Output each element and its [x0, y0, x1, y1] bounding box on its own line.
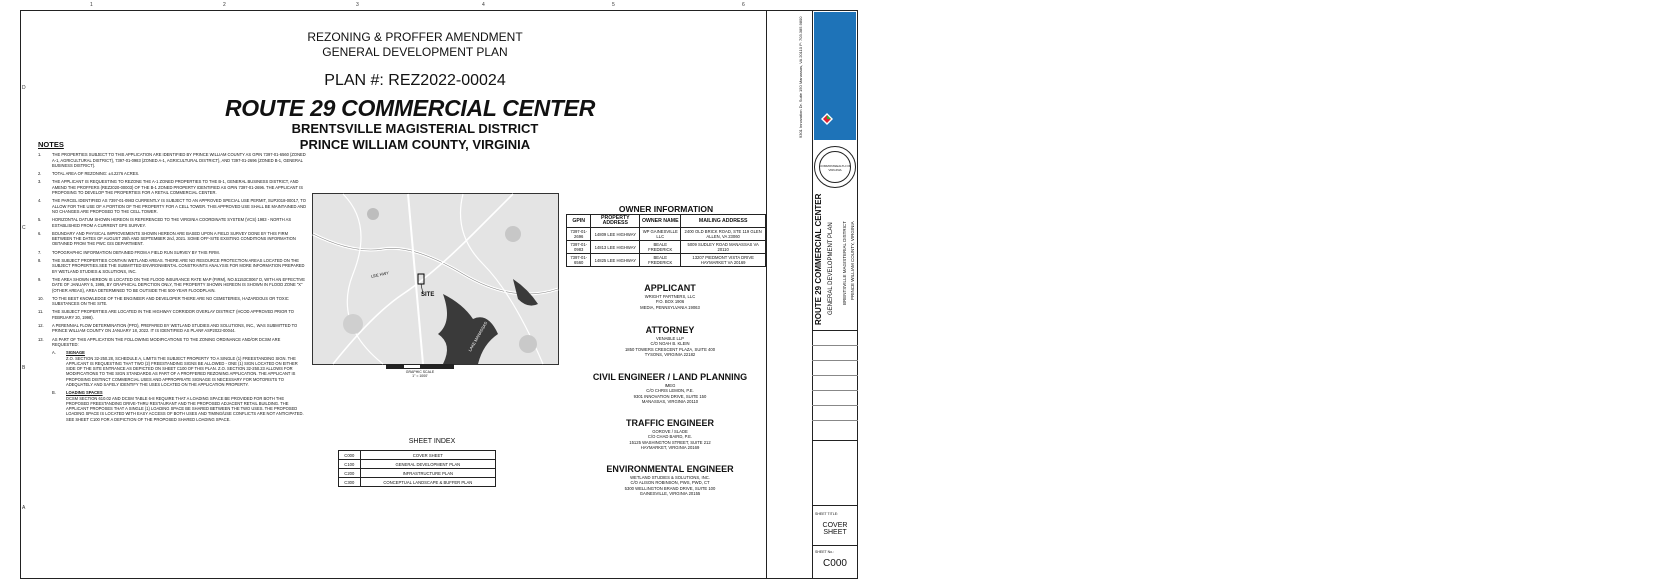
- grid-row-d: D: [22, 85, 26, 91]
- grid-col-5: 5: [612, 2, 615, 8]
- owner-cell: BEALE FREDERICK: [640, 254, 681, 267]
- note-number: 4.: [38, 198, 42, 204]
- note-item: [38, 323, 308, 334]
- title-rezoning: REZONING & PROFFER AMENDMENT: [307, 30, 523, 44]
- owner-row: [567, 241, 766, 254]
- road-label: LEE HWY: [370, 270, 390, 279]
- note-number: 2.: [38, 171, 42, 177]
- contact-line: TYSONS, VIRGINIA 22182: [644, 352, 696, 358]
- contact-line: C/O CHRIS LEMON, P.E.: [646, 388, 694, 394]
- subnote-letter: B.: [52, 390, 56, 396]
- owner-row: [567, 228, 766, 241]
- contact-heading: APPLICANT: [644, 283, 696, 293]
- owner-info-title: OWNER INFORMATION: [618, 204, 714, 214]
- contact-line: WETLAND STUDIES & SOLUTIONS, INC.: [630, 475, 710, 480]
- sheet-index-number: C100: [339, 460, 361, 469]
- owner-cell: BEALE FREDERICK: [640, 241, 681, 254]
- contact-line: 15125 WASHINGTON STREET, SUITE 212: [629, 439, 711, 445]
- note-item: [38, 198, 308, 214]
- notes-heading: NOTES: [38, 140, 64, 149]
- note-text: TOTAL AREA OF REZONING: ±4.2276 ACRES.: [52, 171, 140, 177]
- note-item: [38, 179, 308, 195]
- contact-line: WRIGHT PARTNERS, LLC: [644, 294, 696, 299]
- subnote-heading: SIGNAGE: [66, 350, 85, 356]
- contact-line: 5300 WELLINGTON BRAND DRIVE, SUITE 100: [624, 485, 716, 491]
- note-text: THE SUBJECT PROPERTIES ARE LOCATED IN THE HIGHWAY CORRIDOR OVERLAY DISTRICT (HCOD APPROVED PRIOR TO FEBRUARY 20, 1998).: [52, 309, 294, 320]
- grid-col-2: 2: [223, 2, 226, 8]
- tb-project-title: ROUTE 29 COMMERCIAL CENTER: [814, 193, 823, 325]
- note-text: THE SUBJECT PROPERTIES CONTAIN WETLAND AREAS. THERE ARE NO RESOURCE PROTECTION AREAS LOCATED ON THE SUBJECT PROPERTIES.SEE THE SUBMITTED ENVIRONMENTAL CONSTRAINTS ANALYSIS FOR MORE INFORMATION PREPARED BY WETLAND STUDIES & SOLUTIONS, INC.: [52, 258, 305, 274]
- owner-col-header: MAILING ADDRESS: [681, 215, 766, 228]
- sheet-title: COVER SHEET: [822, 522, 848, 536]
- tb-plan-type: GENERAL DEVELOPMENT PLAN: [828, 222, 834, 315]
- scale-text: 1" = 1000': [412, 374, 428, 378]
- grid-col-3: 3: [356, 2, 359, 8]
- grid-col-1: 1: [90, 2, 93, 8]
- subnote-item: [38, 390, 308, 422]
- note-item: [38, 152, 308, 168]
- contact-line: HAYMARKET, VIRGINIA 20169: [640, 445, 700, 451]
- owner-cell: 13207 PIEDMONT VISTA DRIVE HAYMARKET VA 20169: [681, 254, 766, 267]
- contact-line: GOROVE / SLADE: [652, 429, 688, 434]
- owner-col-header: GPIN: [567, 215, 591, 228]
- owner-cell: 7397-01-6560: [567, 254, 591, 267]
- sheet-number: C000: [823, 558, 847, 569]
- owner-cell: 14813 LEE HIGHWAY: [591, 241, 640, 254]
- owner-cell: 14809 LEE HIGHWAY: [591, 228, 640, 241]
- sheet-index-row: [339, 451, 496, 460]
- owner-cell: WP GAINESVILLE LLC: [640, 228, 681, 241]
- contact-line: IMEG: [664, 383, 676, 388]
- owner-cell: 14825 LEE HIGHWAY: [591, 254, 640, 267]
- contact-block: [590, 418, 750, 451]
- note-text: THE PARCEL IDENTIFIED AS 7397-01-0983 CURRENTLY IS SUBJECT TO AN APPROVED SPECIAL USE PERMIT, SUP2018-00017, TO ALLOW FOR THE USE OF A PORTION OF THE PROPERTY FOR A CELL TOWER. THIS APPROVED USE SHALL BE MAINTAINED AND NO CHANGES ARE PROPOSED TO THE CELL TOWER.: [52, 198, 307, 214]
- note-number: 3.: [38, 179, 42, 185]
- grid-col-6: 6: [742, 2, 745, 8]
- seal-text: COMMONWEALTH OF VIRGINIA: [819, 164, 851, 172]
- note-text: HORIZONTAL DATUM SHOWN HEREON IS REFERENCED TO THE VIRGINIA COORDINATE SYSTEM (VCS) 1983 - NORTH AS ESTABLISHED FROM A CURRENT GPS SURVEY.: [52, 217, 292, 228]
- note-text: THE AREA SHOWN HEREON IS LOCATED ON THE FLOOD INSURANCE RATE MAP (FIRM), NO.51153C0067 D, WITH AN EFFECTIVE DATE OF JANUARY 5, 1995, BY GRAPHICAL DEPICTION ONLY, THE PROPERTY SHOWN HEREON IS SHOWN IN FLOOD ZONE "X" (OTHER AREAS), AREA DETERMINED TO BE OUTSIDE THE 500-YEAR FLOODPLAIN.: [52, 276, 306, 293]
- note-text: THE APPLICANT IS REQUESTING TO REZONE THE A-1 ZONED PROPERTIES TO THE B-1, GENERAL BUSINESS DISTRICT, AND AMEND THE PROFFERS (REZ2020-00003) OF THE B-1 ZONED PROPERTY IDENTIFIED AS GPIN 7397-01-2696. THE APPLICANT IS PROPOSING TO DEVELOP THE PROPERTIES FOR A RETAIL COMMERCIAL CENTER.: [52, 179, 303, 196]
- subnote-text: DCSM SECTION 610.02 AND DCSM TABLE 6-8 REQUIRE THAT A LOADING SPACE BE PROVIDED FOR BOTH THE PROPOSED FREESTANDING DRIVE-THRU RESTAURANT AND THE PROPOSED ADJACENT RETAIL BUILDING. THE APPLICANT PROPOSES THAT A SINGLE (1) LOADING SPACE BE SHARED BETWEEN THE TWO USES. THE PROPOSED LOADING SPACE IS LOCATED WITH EASY ACCESS OF BOTH USES AND TIMING/USE CONFLICTS ARE NOT ANTICIPATED. SEE SHEET C100 FOR A DEPICTION OF THE PROPOSED SHARED LOADING SPACE.: [66, 395, 304, 422]
- graphic-scale: [380, 364, 460, 378]
- subnotes-list: [38, 350, 308, 422]
- note-text: BOUNDARY AND PHYSICAL IMPROVEMENTS SHOWN HEREON ARE BASED UPON A FIELD SURVEY DONE BY THIS FIRM BETWEEN THE DATES OF AUGUST 25th AND SEPTEMBER 2nd, 2021. SOME OFF-SITE EXISTING CONDITIONS INFORMATION OBTAINED FROM THE PWC GIS DEPARTMENT.: [52, 230, 296, 247]
- note-number: 6.: [38, 230, 42, 236]
- sheet-index-name: CONCEPTUAL LANDSCAPE & BUFFER PLAN: [360, 478, 495, 487]
- contact-line: C/O CHAD BAIRD, P.E.: [647, 434, 693, 440]
- contact-block: [590, 464, 750, 497]
- sheet-no-label: SHEET No.:: [815, 550, 834, 554]
- firm-address: 9301 Innovation Dr. Suite 150 Manassas, VA 20110 P: 703.385.9800: [798, 16, 803, 138]
- subnote-letter: A.: [52, 350, 56, 356]
- vicinity-map: [312, 193, 559, 365]
- owner-cell: 7397-01-0983: [567, 241, 591, 254]
- sheet-title-label: SHEET TITLE:: [815, 512, 839, 516]
- note-number: 11.: [38, 309, 44, 315]
- contact-line: 1850 TOWERS CRESCENT PLAZA, SUITE 400: [624, 346, 716, 352]
- note-number: 8.: [38, 258, 42, 264]
- sheet-index-name: COVER SHEET: [360, 451, 495, 460]
- sheet-index-number: C000: [339, 451, 361, 460]
- note-item: [38, 296, 308, 307]
- contact-block: [590, 372, 750, 405]
- contact-heading: TRAFFIC ENGINEER: [625, 418, 714, 428]
- owner-col-header: PROPERTY ADDRESS: [591, 215, 640, 228]
- contact-block: [590, 283, 750, 310]
- note-item: [38, 258, 308, 274]
- note-item: [38, 171, 308, 176]
- note-number: 9.: [38, 276, 42, 282]
- contact-line: VENABLE LLP: [656, 336, 684, 341]
- lake-label: LAKE MANASSAS: [467, 320, 489, 353]
- note-text: TOPOGRAPHIC INFORMATION OBTAINED FROM A FIELD RUN SURVEY BY THIS FIRM.: [52, 249, 220, 255]
- note-number: 5.: [38, 217, 42, 223]
- contact-heading: CIVIL ENGINEER / LAND PLANNING: [592, 372, 748, 382]
- contact-line: 9301 INNOVATION DRIVE, SUITE 150: [633, 393, 707, 399]
- note-number: 13.: [38, 336, 44, 342]
- sheet-index-row: [339, 460, 496, 469]
- contact-line: GAINESVILLE, VIRGINIA 20155: [639, 491, 701, 497]
- sheet-index-name: INFRASTRUCTURE PLAN: [360, 469, 495, 478]
- sheet-index-row: [339, 469, 496, 478]
- tb-district: BRENTSVILLE MAGISTERIAL DISTRICT: [842, 221, 847, 305]
- grid-col-4: 4: [482, 2, 485, 8]
- scale-label: GRAPHIC SCALE: [405, 370, 435, 374]
- owner-cell: 5009 SUDLEY ROAD MANASSAS VA 20110: [681, 241, 766, 254]
- contact-line: P.O. BOX 1906: [655, 299, 685, 305]
- note-text: A PERENNIAL FLOW DETERMINATION (PFD), PREPARED BY WETLAND STUDIES AND SOLUTIONS, INC., WAS SUBMITTED TO PRINCE WILLIAM COUNTY ON JANUARY 18, 2022. IT IS IDENTIFIED AS PLAN# ASP2022-00044.: [52, 323, 298, 334]
- owner-col-header: OWNER NAME: [640, 215, 681, 228]
- contact-block: [590, 325, 750, 358]
- contact-line: MEDIA, PENNSYLVANIA 19063: [640, 304, 700, 310]
- logo-text: IMEG: [1633, 50, 1664, 126]
- contact-line: C/O NOAH B. KLEIN: [650, 341, 690, 347]
- owner-row: [567, 254, 766, 267]
- note-item: [38, 217, 308, 228]
- owner-cell: 2400 OLD BRICK ROAD, STE 119 GLEN ALLEN, VA 23060: [681, 228, 766, 241]
- sheet-index-number: C200: [339, 469, 361, 478]
- owner-cell: 7397-01-2696: [567, 228, 591, 241]
- notes-section: [38, 142, 308, 425]
- project-title: ROUTE 29 COMMERCIAL CENTER: [224, 95, 596, 121]
- engineer-seal: [814, 146, 856, 188]
- owner-info-table: [566, 214, 766, 267]
- note-number: 12.: [38, 323, 44, 329]
- contact-line: MANASSAS, VIRGINIA 20110: [641, 399, 699, 405]
- note-number: 7.: [38, 249, 42, 255]
- note-item: [38, 231, 308, 247]
- county-title: PRINCE WILLIAM COUNTY, VIRGINIA: [299, 137, 531, 152]
- note-item: [38, 337, 308, 348]
- notes-list: [38, 152, 308, 347]
- grid-row-b: B: [22, 365, 26, 371]
- grid-row-a: A: [22, 505, 26, 511]
- note-item: [38, 277, 308, 293]
- tb-county: PRINCE WILLIAM COUNTY, VIRGINIA: [850, 221, 855, 300]
- grid-row-c: C: [22, 225, 26, 231]
- note-number: 1.: [38, 152, 42, 158]
- district-title: BRENTSVILLE MAGISTERIAL DISTRICT: [291, 121, 539, 136]
- title-gdp: GENERAL DEVELOPMENT PLAN: [322, 45, 508, 59]
- subnote-text: Z.O. SECTION 32-250.28, SCHEDULE A, LIMITS THE SUBJECT PROPERTY TO A SINGLE (1) FREESTANDING SIGN. THE APPLICANT IS REQUESTING THAT TWO (2) FREESTANDING SIGNS BE ALLOWED - ONE (1) SIGN LOCATED ON EITHER SIDE OF THE SITE ENTRANCE AS DEPICTED ON SHEET C100 OF THIS PLAN. Z.O. SECTION 32-250.23 ALLOWS FOR MODIFICATIONS TO THE SIGN STANDARDS AS PART OF A PROFFERED REZONING APPLICATION. THE APPLICANT IS PROPOSING DISTINCT COMMERCIAL USES AND APPROPRIATE SIGNAGE IS NECESSARY FOR MOTORISTS TO ADEQUATELY AND SAFELY IDENTIFY THE USES LOCATED ON THE APPLICATION PROPERTY.: [66, 355, 298, 387]
- note-text: TO THE BEST KNOWLEDGE OF THE ENGINEER AND DEVELOPER THERE ARE NO CEMETERIES, HAZARDOUS OR TOXIC SUBSTANCES ON THE SITE.: [52, 295, 289, 307]
- site-label: SITE: [421, 292, 435, 298]
- note-item: [38, 309, 308, 320]
- plan-number: PLAN #: REZ2022-00024: [324, 72, 506, 89]
- contact-line: C/O ALISON ROBINSON, PWS, PWD, CT: [630, 480, 710, 486]
- note-text: THE PROPERTIES SUBJECT TO THIS APPLICATION ARE IDENTIFIED BY PRINCE WILLIAM COUNTY AS GPIN 7397-01-6560 (ZONED A-1, AGRICULTURAL DISTRICT), 7397-01-0983 (ZONED A-1, AGRICULTURAL DISTRICT), AND 7397-01-2696 (ZONED B-1, GENERAL BUSINESS DISTRICT).: [52, 152, 306, 168]
- revision-block: [812, 330, 858, 441]
- sheet-index-title: SHEET INDEX: [408, 438, 456, 445]
- logo-mark-icon: [820, 112, 834, 126]
- sheet-index-number: C300: [339, 478, 361, 487]
- note-number: 10.: [38, 295, 44, 301]
- note-text: AS PART OF THIS APPLICATION THE FOLLOWING MODIFICATIONS TO THE ZONING ORDINANCE AND/OR DCSM ARE REQUESTED:: [52, 336, 281, 347]
- subnote-heading: LOADING SPACES: [66, 390, 103, 396]
- sheet-index-row: [339, 478, 496, 487]
- note-item: [38, 250, 308, 255]
- contact-heading: ATTORNEY: [645, 325, 695, 335]
- subnote-item: [38, 350, 308, 387]
- contact-heading: ENVIRONMENTAL ENGINEER: [606, 464, 734, 474]
- sheet-index-name: GENERAL DEVELOPMENT PLAN: [360, 460, 495, 469]
- sheet-index-table: [338, 450, 496, 487]
